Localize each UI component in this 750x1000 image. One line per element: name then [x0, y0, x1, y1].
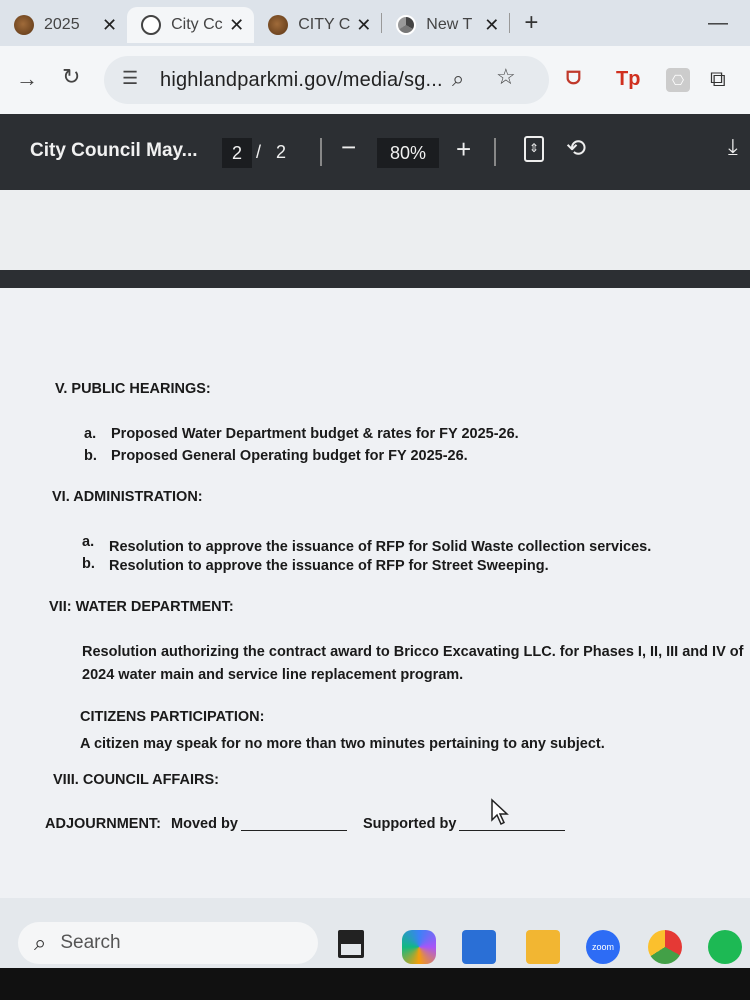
task-view-icon[interactable]	[338, 930, 364, 958]
address-bar[interactable]	[104, 56, 549, 104]
file-explorer-icon[interactable]	[526, 930, 560, 964]
section-heading: VII: WATER DEPARTMENT:	[49, 599, 234, 615]
pdf-toolbar	[0, 114, 750, 190]
download-icon[interactable]: ⤓	[728, 134, 738, 159]
toolbar-divider	[494, 138, 496, 166]
pdf-title: City Council May...	[30, 140, 198, 161]
list-item: Proposed Water Department budget & rates for FY 2025-26.	[111, 426, 519, 442]
section-heading: V. PUBLIC HEARINGS:	[55, 381, 211, 397]
tab-title: New T	[426, 16, 473, 33]
adjournment-line	[45, 816, 565, 832]
tab-2025[interactable]	[0, 7, 127, 43]
page-total: 2	[276, 142, 287, 162]
seal-icon	[14, 15, 34, 35]
chrome-icon[interactable]	[648, 930, 682, 964]
tab-city[interactable]	[254, 7, 381, 43]
browser-toolbar	[0, 46, 750, 114]
fit-page-icon[interactable]: ⇕	[524, 136, 544, 162]
list-marker: a.	[84, 426, 97, 442]
tab-title: CITY C	[298, 16, 351, 33]
signature-blank	[459, 830, 565, 831]
zoom-in-button[interactable]: +	[456, 134, 472, 164]
tab-new[interactable]	[382, 7, 509, 43]
adjournment-label: ADJOURNMENT:	[45, 816, 161, 832]
supported-by-label: Supported by	[362, 816, 457, 832]
zoom-search-icon[interactable]: ⌕	[452, 66, 465, 91]
forward-arrow-icon[interactable]: →	[16, 66, 38, 91]
section-heading: CITIZENS PARTICIPATION:	[80, 709, 265, 725]
search-icon: ⌕	[34, 930, 47, 955]
zoom-icon[interactable]: zoom	[586, 930, 620, 964]
screen-bezel	[0, 968, 750, 1000]
list-item: Resolution to approve the issuance of RFP for Street Sweeping.	[109, 558, 549, 574]
moved-by-label: Moved by	[171, 816, 238, 832]
section-heading: VIII. COUNCIL AFFAIRS:	[53, 772, 219, 788]
page-number-input[interactable]: 2	[222, 138, 252, 168]
list-marker: b.	[82, 556, 95, 572]
page-separator: /	[256, 142, 262, 162]
seal-icon	[268, 15, 288, 35]
tab-title: City Cc	[171, 16, 223, 33]
search-label: Search	[60, 932, 121, 953]
close-icon[interactable]: ✕	[356, 14, 372, 35]
close-icon[interactable]: ✕	[229, 14, 245, 35]
taskbar-search[interactable]	[18, 922, 318, 964]
chrome-icon	[396, 15, 416, 35]
toolbar-divider	[320, 138, 322, 166]
close-icon[interactable]: ✕	[102, 14, 118, 35]
list-item: Proposed General Operating budget for FY 2025-26.	[111, 448, 468, 464]
reload-icon[interactable]: ↻	[62, 64, 81, 89]
tab-divider	[509, 13, 510, 33]
tp-extension-icon[interactable]: Tp	[616, 68, 641, 90]
url-text: highlandparkmi.gov/media/sg...	[160, 68, 443, 91]
tab-title: 2025	[44, 16, 80, 33]
store-icon[interactable]	[462, 930, 496, 964]
close-icon[interactable]: ✕	[484, 14, 500, 35]
spotify-icon[interactable]	[708, 930, 742, 964]
signature-blank	[241, 830, 347, 831]
tab-city-council[interactable]	[127, 7, 254, 43]
list-item: Resolution to approve the issuance of RFP for Solid Waste collection services.	[109, 539, 652, 555]
pocket-extension-icon[interactable]: ᗜ	[566, 68, 581, 88]
mouse-cursor-icon	[490, 798, 512, 826]
paragraph-line: A citizen may speak for no more than two minutes pertaining to any subject.	[80, 736, 605, 752]
globe-icon	[141, 15, 161, 35]
paragraph-line: Resolution authorizing the contract award to Bricco Excavating LLC. for Phases I, II, III and IV of	[82, 644, 744, 660]
pdf-viewer-background	[0, 190, 750, 270]
rotate-icon[interactable]: ⟲	[566, 135, 587, 162]
section-heading: VI. ADMINISTRATION:	[52, 489, 203, 505]
page-gap	[0, 270, 750, 288]
list-marker: b.	[84, 448, 97, 464]
taskbar	[0, 898, 750, 968]
zoom-out-button[interactable]: −	[341, 132, 357, 162]
new-tab-button[interactable]: +	[524, 9, 539, 36]
zoom-level[interactable]: 80%	[377, 138, 439, 168]
copilot-icon[interactable]	[402, 930, 436, 964]
minimize-button[interactable]: —	[708, 12, 728, 34]
tab-strip	[0, 0, 750, 46]
site-info-icon[interactable]: ☰	[122, 68, 139, 88]
paragraph-line: 2024 water main and service line replacement program.	[82, 667, 464, 683]
list-marker: a.	[82, 534, 95, 550]
extension-icon[interactable]: ⎔	[666, 68, 690, 92]
extensions-puzzle-icon[interactable]: ⧉	[710, 66, 726, 91]
pdf-page	[0, 288, 750, 898]
bookmark-star-icon[interactable]: ☆	[496, 64, 516, 89]
